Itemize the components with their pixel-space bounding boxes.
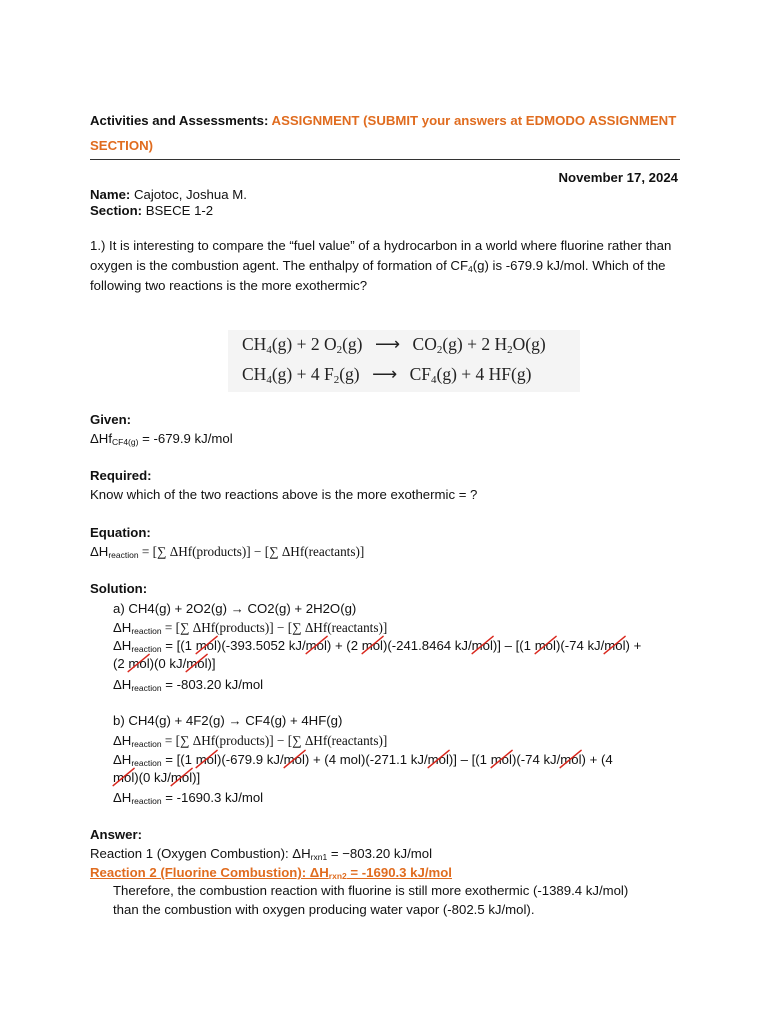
reaction-arrow: ⟶ xyxy=(374,334,401,354)
cancelled-unit: mol xyxy=(471,638,493,653)
reactions-image xyxy=(228,330,580,392)
activity-header xyxy=(90,108,680,158)
solution-a-result: $\Delta H_{reaction} = -803.20$ kJ/mol xyxy=(113,677,264,693)
solution-b-substitution: $\Delta H_{reaction} = [(1$ mol )(-679.9 kJ/mol ) + (4 mol)(-271.1 kJ/mol )] – [(1 mol )(-74 kJ/mol ) + (4 xyxy=(113,752,613,768)
reaction-2: $CH_4(g) + 4$ $F_2(g)$ ⟶ $CF_4(g) + 4$ HF(g) xyxy=(242,364,532,386)
equation-label: Equation: xyxy=(90,525,151,540)
answer-reaction-1: Reaction 1 (Oxygen Combustion): $\Delta H_{rxn1} = -803.20$ kJ/mol xyxy=(90,846,433,862)
cancelled-unit: mol xyxy=(113,770,135,785)
question-paragraph xyxy=(90,236,690,296)
cancelled-unit: mol xyxy=(427,752,449,767)
solution-label: Solution: xyxy=(90,581,148,596)
solution-a-substitution: $\Delta H_{reaction} = [(1$ mol )(-393.5052 kJ/mol ) + (2 mol )(-241.8464 kJ/mol )] – [(1 mol )(-74 kJ/mol ) + xyxy=(113,638,642,654)
cancelled-unit: mol xyxy=(604,638,626,653)
cancelled-unit: mol xyxy=(534,638,556,653)
solution-a-title: a) CH4(g) + 2O2(g) → CO2(g) + 2H2O(g) xyxy=(113,601,357,616)
equation-formula: $\Delta H_{reaction}$ = [∑ ΔHf(products)] − [∑ ΔHf(reactants)] xyxy=(90,544,365,560)
given-value: ΔHf$_{CF4(g)}$ = -679.9 kJ/mol xyxy=(90,431,233,447)
cancelled-unit: mol xyxy=(186,656,208,671)
student-section: BSECE 1-2 xyxy=(145,203,214,218)
cancelled-unit: mol xyxy=(170,770,193,785)
solution-a-equation: $\Delta H_{reaction}$ = [∑ ΔHf(products)] − [∑ ΔHf(reactants)] xyxy=(113,620,388,636)
question-text-2: (g) is -679.9 kJ/mol. Which of the following two reactions is the more exothermic? xyxy=(90,258,666,293)
answer-reaction-2: Reaction 2 (Fluorine Combustion): $\Delta H_{rxn2} = -1690.3$ kJ/mol xyxy=(90,865,452,881)
cancelled-unit: mol xyxy=(305,638,327,653)
header-divider xyxy=(90,159,680,160)
student-section-line xyxy=(90,203,213,219)
cancelled-unit: mol xyxy=(195,638,217,653)
student-name: Cajotoc, Joshua M. xyxy=(133,187,247,202)
name-label: Name: xyxy=(90,187,131,202)
conclusion-line-2: than the combustion with oxygen producing water vapor (-802.5 kJ/mol). xyxy=(113,902,535,917)
cancelled-unit: mol xyxy=(490,752,512,767)
solution-b-title: b) CH4(g) + 4F2(g) → CF4(g) + 4HF(g) xyxy=(113,713,343,728)
student-name-line xyxy=(90,187,247,203)
solution-b-substitution-cont: mol )(0 kJ/mol )] xyxy=(113,770,201,785)
cancelled-unit: mol xyxy=(560,752,582,767)
section-label: Section: xyxy=(90,203,143,218)
cancelled-unit: mol xyxy=(283,752,305,767)
activity-label: Activities and Assessments: xyxy=(90,113,269,128)
question-subscript: 4 xyxy=(468,264,473,274)
conclusion-line-1: Therefore, the combustion reaction with fluorine is still more exothermic (-1389.4 kJ/mol) xyxy=(113,883,629,898)
document-date: November 17, 2024 xyxy=(558,170,678,185)
assignment-instruction: ASSIGNMENT (SUBMIT your answers at EDMODO ASSIGNMENT SECTION) xyxy=(90,113,677,153)
solution-a-substitution-cont: (2 mol )(0 kJ/mol )] xyxy=(113,656,216,671)
cancelled-unit: mol xyxy=(195,752,217,767)
reaction-arrow: ⟶ xyxy=(372,364,398,384)
cancelled-unit: mol xyxy=(128,656,150,671)
required-text: Know which of the two reactions above is the more exothermic = ? xyxy=(90,487,478,502)
solution-b-result: $\Delta H_{reaction} = -1690.3$ kJ/mol xyxy=(113,790,264,806)
cancelled-unit: mol xyxy=(361,638,383,653)
solution-b-equation: $\Delta H_{reaction}$ = [∑ ΔHf(products)] − [∑ ΔHf(reactants)] xyxy=(113,733,388,749)
reaction-1: $CH_4(g) + 2$ $O_2(g)$ ⟶ $CO_2(g) + 2$ $H_2O(g)$ xyxy=(242,334,546,356)
answer-label: Answer: xyxy=(90,827,143,842)
question-text-1: 1.) It is interesting to compare the “fuel value” of a hydrocarbon in a world where fluorine rather than oxygen is the combustion agent. The enthalpy of formation of CF xyxy=(90,238,672,273)
given-label: Given: xyxy=(90,412,132,427)
required-label: Required: xyxy=(90,468,152,483)
